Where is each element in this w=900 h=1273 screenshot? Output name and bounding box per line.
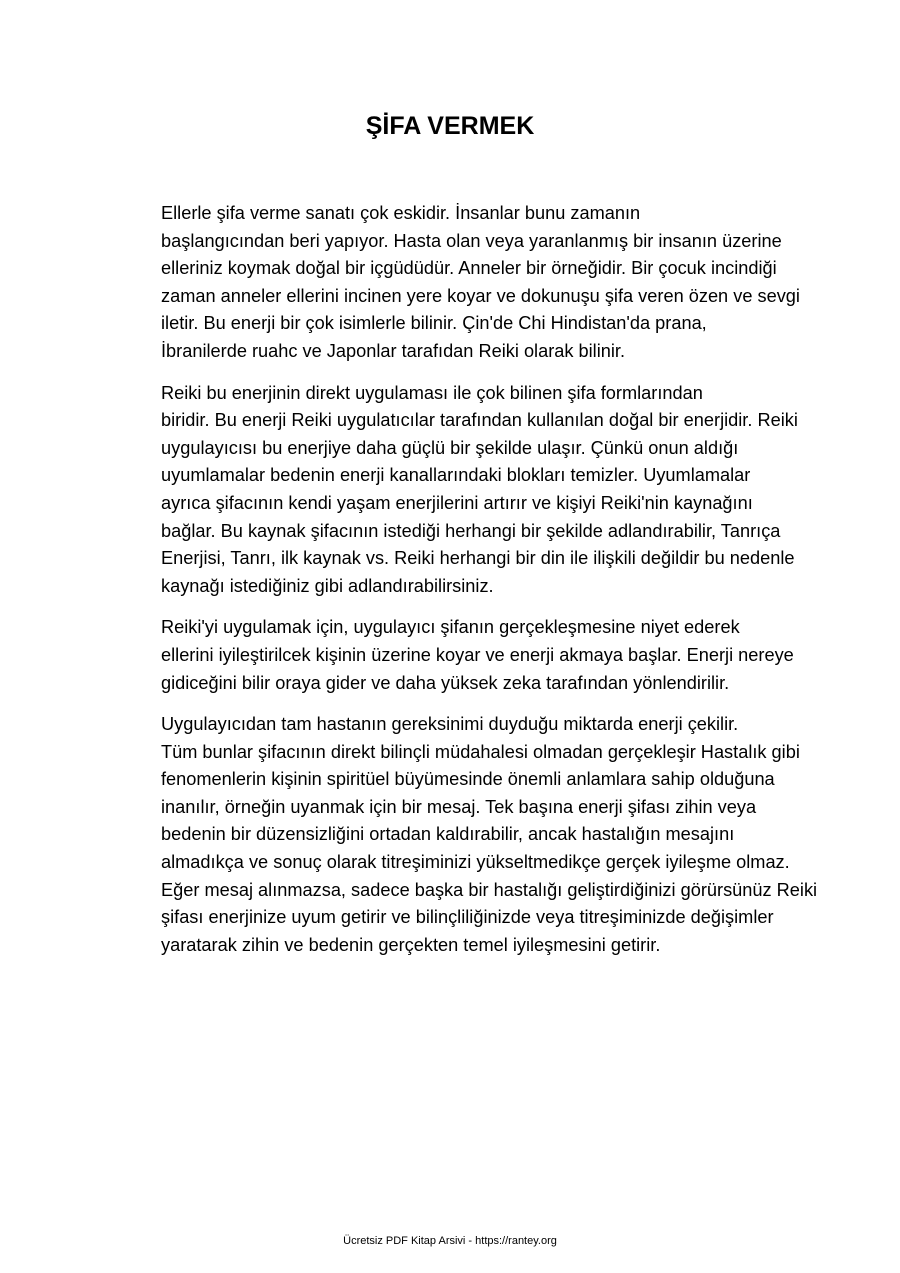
text-line: İbranilerde ruahc ve Japonlar tarafıdan Reiki olarak bilinir. <box>161 340 626 361</box>
text-line: Reiki bu enerjinin direkt uygulaması ile çok bilinen şifa formlarından <box>161 382 703 403</box>
text-line: uyumlamalar bedenin enerji kanallarındaki blokları temizler. Uyumlamalar <box>161 465 751 486</box>
text-line: şifası enerjinize uyum getirir ve bilinçliliğinizde veya titreşiminizde değişimler <box>161 907 774 928</box>
text-line: inanılır, örneğin uyanmak için bir mesaj. Tek başına enerji şifası zihin veya <box>161 796 757 817</box>
text-line: fenomenlerin kişinin spiritüel büyümesinde önemli anlamlara sahip olduğuna <box>161 769 775 790</box>
page-title: ŞİFA VERMEK <box>365 112 535 140</box>
text-line: almadıkça ve sonuç olarak titreşiminizi yükseltmedikçe gerçek iyileşme olmaz. <box>161 852 790 873</box>
text-line: Reiki'yi uygulamak için, uygulayıcı şifanın gerçekleşmesine niyet ederek <box>161 617 740 638</box>
text-line: bağlar. Bu kaynak şifacının istediği herhangi bir şekilde adlandırabilir, Tanrıça <box>161 520 781 541</box>
text-line: ayrıca şifacının kendi yaşam enerjilerini artırır ve kişiyi Reiki'nin kaynağını <box>161 492 753 513</box>
text-line: ellerini iyileştirilcek kişinin üzerine koyar ve enerji akmaya başlar. Enerji nereye <box>161 644 794 665</box>
paragraph-3 <box>107 614 807 697</box>
text-line: Uygulayıcıdan tam hastanın gereksinimi duyduğu miktarda enerji çekilir. <box>161 714 739 735</box>
text-line: biridir. Bu enerji Reiki uygulatıcılar tarafından kullanılan doğal bir enerjidir. Reiki <box>161 410 798 431</box>
text-line: başlangıcından beri yapıyor. Hasta olan veya yaranlanmış bir insanın üzerine <box>161 230 782 251</box>
paragraph-2 <box>107 380 807 601</box>
paragraph-1 <box>107 200 807 366</box>
article-body <box>107 200 818 973</box>
text-line: Enerjisi, Tanrı, ilk kaynak vs. Reiki herhangi bir din ile ilişkili değildir bu nedenle <box>161 548 795 569</box>
text-line: kaynağı istediğiniz gibi adlandırabilirsiniz. <box>161 575 494 596</box>
footer-note: Ücretsiz PDF Kitap Arsivi - https://rantey.org <box>343 1235 557 1247</box>
text-line: Tüm bunlar şifacının direkt bilinçli müdahalesi olmadan gerçekleşir Hastalık gibi <box>161 741 800 762</box>
text-line: zaman anneler ellerini incinen yere koyar ve dokunuşu şifa veren özen ve sevgi <box>161 285 800 306</box>
text-line: yaratarak zihin ve bedenin gerçekten temel iyileşmesini getirir. <box>161 934 661 955</box>
text-line: uygulayıcısı bu enerjiye daha güçlü bir şekilde ulaşır. Çünkü onun aldığı <box>161 437 739 458</box>
text-line: gidiceğini bilir oraya gider ve daha yüksek zeka tarafından yönlendirilir. <box>161 672 730 693</box>
text-line: elleriniz koymak doğal bir içgüdüdür. Anneler bir örneğidir. Bir çocuk incindiği <box>161 258 777 279</box>
text-line: iletir. Bu enerji bir çok isimlerle bilinir. Çin'de Chi Hindistan'da prana, <box>161 313 707 334</box>
text-line: Ellerle şifa verme sanatı çok eskidir. İnsanlar bunu zamanın <box>161 203 641 223</box>
paragraph-4 <box>107 711 818 959</box>
text-line: bedenin bir düzensizliğini ortadan kaldırabilir, ancak hastalığın mesajını <box>161 824 735 845</box>
text-line: Eğer mesaj alınmazsa, sadece başka bir hastalığı geliştirdiğinizi görürsünüz Reiki <box>161 879 818 900</box>
